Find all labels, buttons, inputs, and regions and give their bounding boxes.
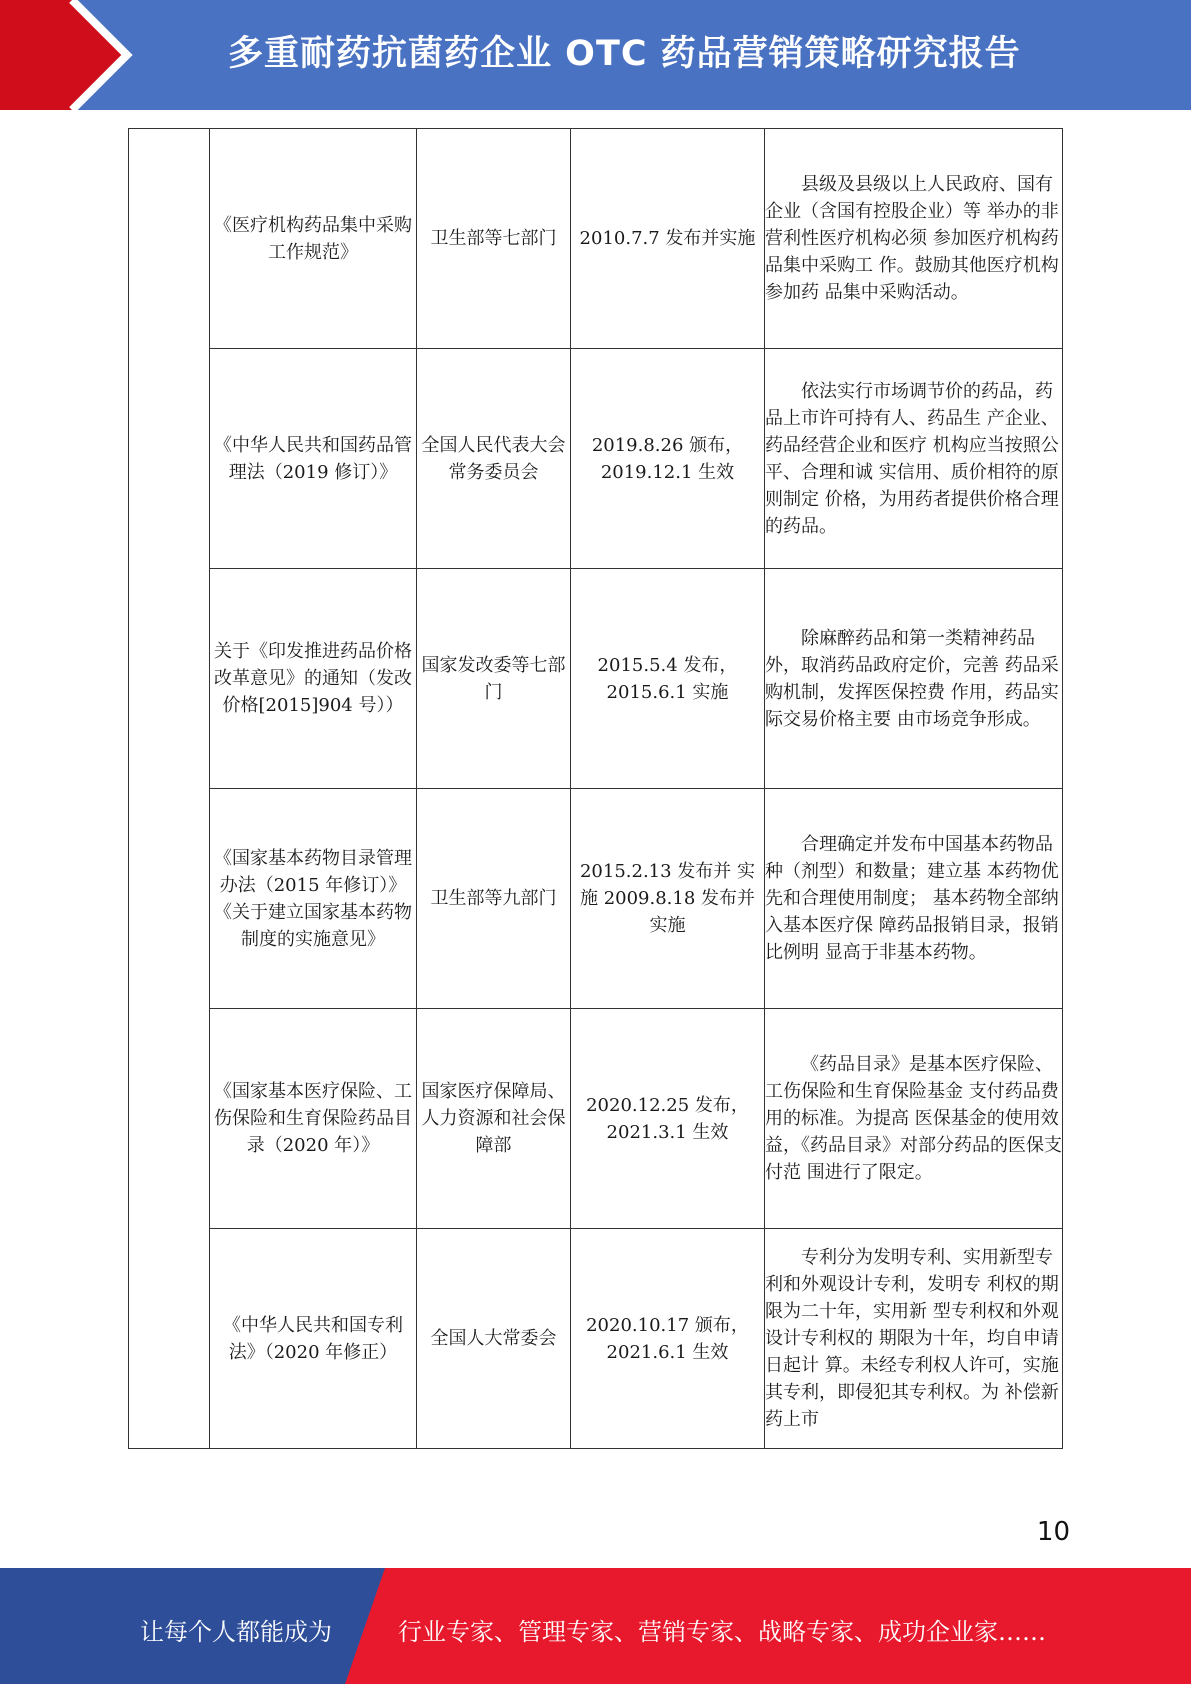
description: 除麻醉药品和第一类精神药品外，取消药品政府定价，完善 药品采购机制，发挥医保控费 作用，药品实际交易价格主要 由市场竞争形成。 [765,627,1059,730]
issuer: 全国人民代表大会常务委员会 [421,434,566,483]
description-cell [765,1009,1063,1229]
policy-table [128,128,1063,1449]
issuer-cell [417,129,571,349]
policy-name: 《国家基本药物目录管理办法（2015 年修订）》《关于建立国家基本药物制度的实施意见》 [214,847,412,950]
issuer: 国家发改委等七部门 [421,654,566,703]
date-cell [571,789,765,1009]
header-arrow-graphic [0,0,160,110]
issuer-cell [417,1229,571,1449]
policy-name: 关于《印发推进药品价格改革意见》的通知（发改价格[2015]904 号）） [214,641,412,716]
table-row [129,1009,1063,1229]
issuer: 全国人大常委会 [430,1328,557,1349]
policy-name-cell [210,789,417,1009]
policy-name-cell [210,569,417,789]
policy-name-cell [210,1009,417,1229]
description-cell [765,1229,1063,1449]
table-row [129,1229,1063,1449]
footer-slogan-right: 行业专家、管理专家、营销专家、战略专家、成功企业家…… [398,1618,1046,1646]
issuer-cell [417,569,571,789]
description: 合理确定并发布中国基本药物品种（剂型）和数量；建立基 本药物优先和合理使用制度； 基本药物全部纳入基本医疗保 障药品报销目录，报销比例明 显高于非基本药物。 [765,834,1059,963]
policy-name-cell [210,129,417,349]
date-cell [571,569,765,789]
description-cell [765,569,1063,789]
page-header [0,0,1191,110]
policy-name: 《医疗机构药品集中采购工作规范》 [214,214,412,263]
date: 2015.5.4 发布，2015.6.1 实施 [597,654,738,703]
table-row [129,789,1063,1009]
date-cell [571,1009,765,1229]
policy-name: 《中华人民共和国专利法》（2020 年修正） [223,1314,403,1363]
category-cell [129,129,210,1449]
description-cell [765,129,1063,349]
date: 2010.7.7 发布并实施 [579,228,756,249]
policy-name-cell [210,349,417,569]
date-cell [571,1229,765,1449]
date: 2015.2.13 发布并 实施 2009.8.18 发布并 实施 [579,861,756,936]
issuer: 国家医疗保障局、人力资源和社会保障部 [421,1081,566,1156]
policy-name: 《中华人民共和国药品管理法（2019 修订）》 [214,434,412,483]
description: 县级及县级以上人民政府、国有企业（含国有控股企业）等 举办的非营利性医疗机构必须 参加医疗机构药品集中采购工 作。鼓励其他医疗机构参加药 品集中采购活动。 [765,174,1059,303]
issuer-cell [417,349,571,569]
policy-name: 《国家基本医疗保险、工伤保险和生育保险药品目录（2020 年）》 [214,1081,412,1156]
table-row [129,129,1063,349]
date-cell [571,129,765,349]
page-number: 10 [1036,1517,1070,1547]
report-title: 多重耐药抗菌药企业 OTC 药品营销策略研究报告 [228,34,1021,74]
description-cell [765,789,1063,1009]
date: 2019.8.26 颁布，2019.12.1 生效 [591,434,744,483]
issuer: 卫生部等九部门 [430,888,557,909]
date: 2020.12.25 发布，2021.3.1 生效 [586,1094,749,1143]
description: 专利分为发明专利、实用新型专利和外观设计专利，发明专 利权的期限为二十年，实用新 型专利权和外观设计专利权的 期限为十年，均自申请日起计 算。未经专利权人许可，实施 其专利，即侵犯其专利权。为 补偿新药上市 [765,1247,1059,1430]
issuer: 卫生部等七部门 [430,228,557,249]
issuer-cell [417,789,571,1009]
table-row [129,569,1063,789]
table-row [129,349,1063,569]
footer-slogan-left: 让每个人都能成为 [140,1618,332,1646]
description: 《药品目录》是基本医疗保险、工伤保险和生育保险基金 支付药品费用的标准。为提高 医保基金的使用效益，《药品目录》对部分药品的医保支付范 围进行了限定。 [765,1054,1062,1183]
date: 2020.10.17 颁布，2021.6.1 生效 [586,1314,749,1363]
date-cell [571,349,765,569]
description: 依法实行市场调节价的药品，药品上市许可持有人、药品生 产企业、药品经营企业和医疗 机构应当按照公平、合理和诚 实信用、质价相符的原则制定 价格，为用药者提供价格合理 的药品。 [765,380,1059,537]
description-cell [765,349,1063,569]
policy-name-cell [210,1229,417,1449]
issuer-cell [417,1009,571,1229]
